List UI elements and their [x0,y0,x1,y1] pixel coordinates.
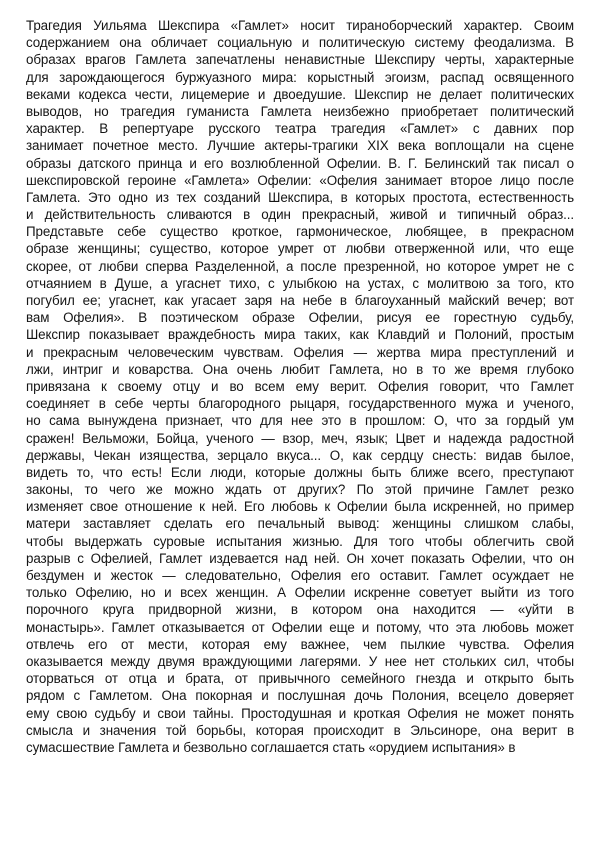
text-line: порочного круга придворной жизни, в котором она находится — «уйти в [26,602,574,618]
text-line: вам Офелия». В поэтическом образе Офелии, рисуя ее горестную судьбу, [26,310,574,326]
text-line: ему свою судьбу и свои тайны. Простодушная и кроткая Офелия не может понять [26,705,574,721]
text-line: образы датского принца и его возлюбленной Офелии. В. Г. Белинский так писал о [26,155,574,171]
text-line: но сама вынуждена признает, что для нее это в прошлом: О, что за гордый ум [26,413,574,429]
text-line: отчаянием в Душе, а угаснет тихо, с улыбкою на устах, с молитвою за того, кто [26,275,574,291]
text-line: бездумен и жесток — следовательно, Офелия его оставит. Гамлет осуждает не [26,568,574,583]
text-line: видеть то, что есть! Если люди, которые должны быть ближе всего, преступают [26,464,574,480]
text-line: выводов, но трагедия гуманиста Гамлета неизбежно приобретает политический [26,103,574,119]
text-line: оторваться от отца и брата, от привычного семейного гнезда и открыто быть [26,671,574,687]
text-line: и прекрасным человеческим чувствам. Офелия — жертва мира преступлений и [26,344,574,360]
text-line: Гамлета. Это одно из тех созданий Шекспира, в которых простота, естественность [26,189,574,205]
text-line: сражен! Вельможи, Бойца, ученого — взор, меч, язык; Цвет и надежда радостной [26,430,574,446]
text-line: монастырь». Гамлет отказывается от Офелии еще и потому, что эта любовь может [26,619,574,635]
text-line: оказывается между двумя враждующими лагерями. У нее нет стольких сил, чтобы [26,653,574,669]
text-line: только Офелию, но и всех женщин. А Офелии искренне советует выйти из того [26,585,574,601]
text-line: державы, Чекан изящества, зерцало вкуса... О, как сердцу снесть: видав былое, [26,447,574,463]
text-line: привязана к своему отцу и во всем ему верит. Офелия говорит, что Гамлет [26,378,574,394]
text-line: рядом с Гамлетом. Она покорная и послушная дочь Полония, всецело доверяет [26,688,574,704]
text-line: изменяет свое отношение к ней. Его любовь к Офелии была искренней, но пример [26,499,574,515]
text-line: содержанием она обличает социальную и политическую систему феодализма. В [26,35,574,51]
text-line: занимает почетное место. Лучшие актеры-трагики XIX века воплощали на сцене [26,138,574,154]
text-line: погубил ее; угаснет, как угасает заря на небе в благоуханный майский вечер; вот [26,293,574,308]
text-line: разрыв с Офелией, Гамлет издевается над ней. Он хочет показать Офелии, что он [26,550,574,566]
text-line: характер. В репертуаре русского театра трагедия «Гамлет» с давних пор [26,121,574,137]
text-line: законы, то чего же можно ждать от других? По этой причине Гамлет резко [26,482,574,498]
text-line: матери заставляет сделать его печальный вывод: женщины слишком слабы, [26,516,574,532]
text-line: образах врагов Гамлета запечатлены ненавистные Шекспиру черты, характерные [26,52,574,68]
text-line: лжи, интриг и коварства. Она очень любит Гамлета, но в то же время глубоко [26,361,574,377]
text-line: и действительность сливаются в один прекрасный, живой и типичный образ... [26,207,574,223]
text-line: Представьте себе существо кроткое, гармоническое, любящее, в прекрасном [26,224,574,240]
text-line: смысла и значения той борьбы, которая происходит в Эльсиноре, она верит в [26,722,574,738]
text-line: скорее, от любви сперва Разделенной, а после презренной, но которое умрет не с [26,258,574,274]
text-line: шекспировской героине «Гамлета» Офелии: «Офелия занимает второе лицо после [26,172,574,188]
text-line: Трагедия Уильяма Шекспира «Гамлет» носит тираноборческий характер. Своим [26,18,574,33]
text-line: для зарождающегося буржуазного мира: корыстный эгоизм, распад освященного [26,69,574,85]
text-line: чтобы выдержать суровые испытания жизнью. Для того чтобы облегчить свой [26,533,574,549]
text-line: веками кодекса чести, лицемерие и двоедушие. Шекспир не делает политических [26,86,574,102]
text-line: Шекспир показывает враждебность мира таких, как Клавдий и Полоний, простым [26,327,574,343]
text-line: образе женщины; существо, которое умрет от любви отверженной или, что еще [26,241,574,257]
text-line: соединяет в себе черты благородного рыцаря, государственного мужа и ученого, [26,396,574,412]
text-line: отвлечь его от мести, которая ему важнее, чем пылкие чувства. Офелия [26,636,574,652]
text-line: сумасшествие Гамлета и безвольно соглашается стать «орудием испытания» в [26,739,516,755]
essay-text [26,17,574,756]
